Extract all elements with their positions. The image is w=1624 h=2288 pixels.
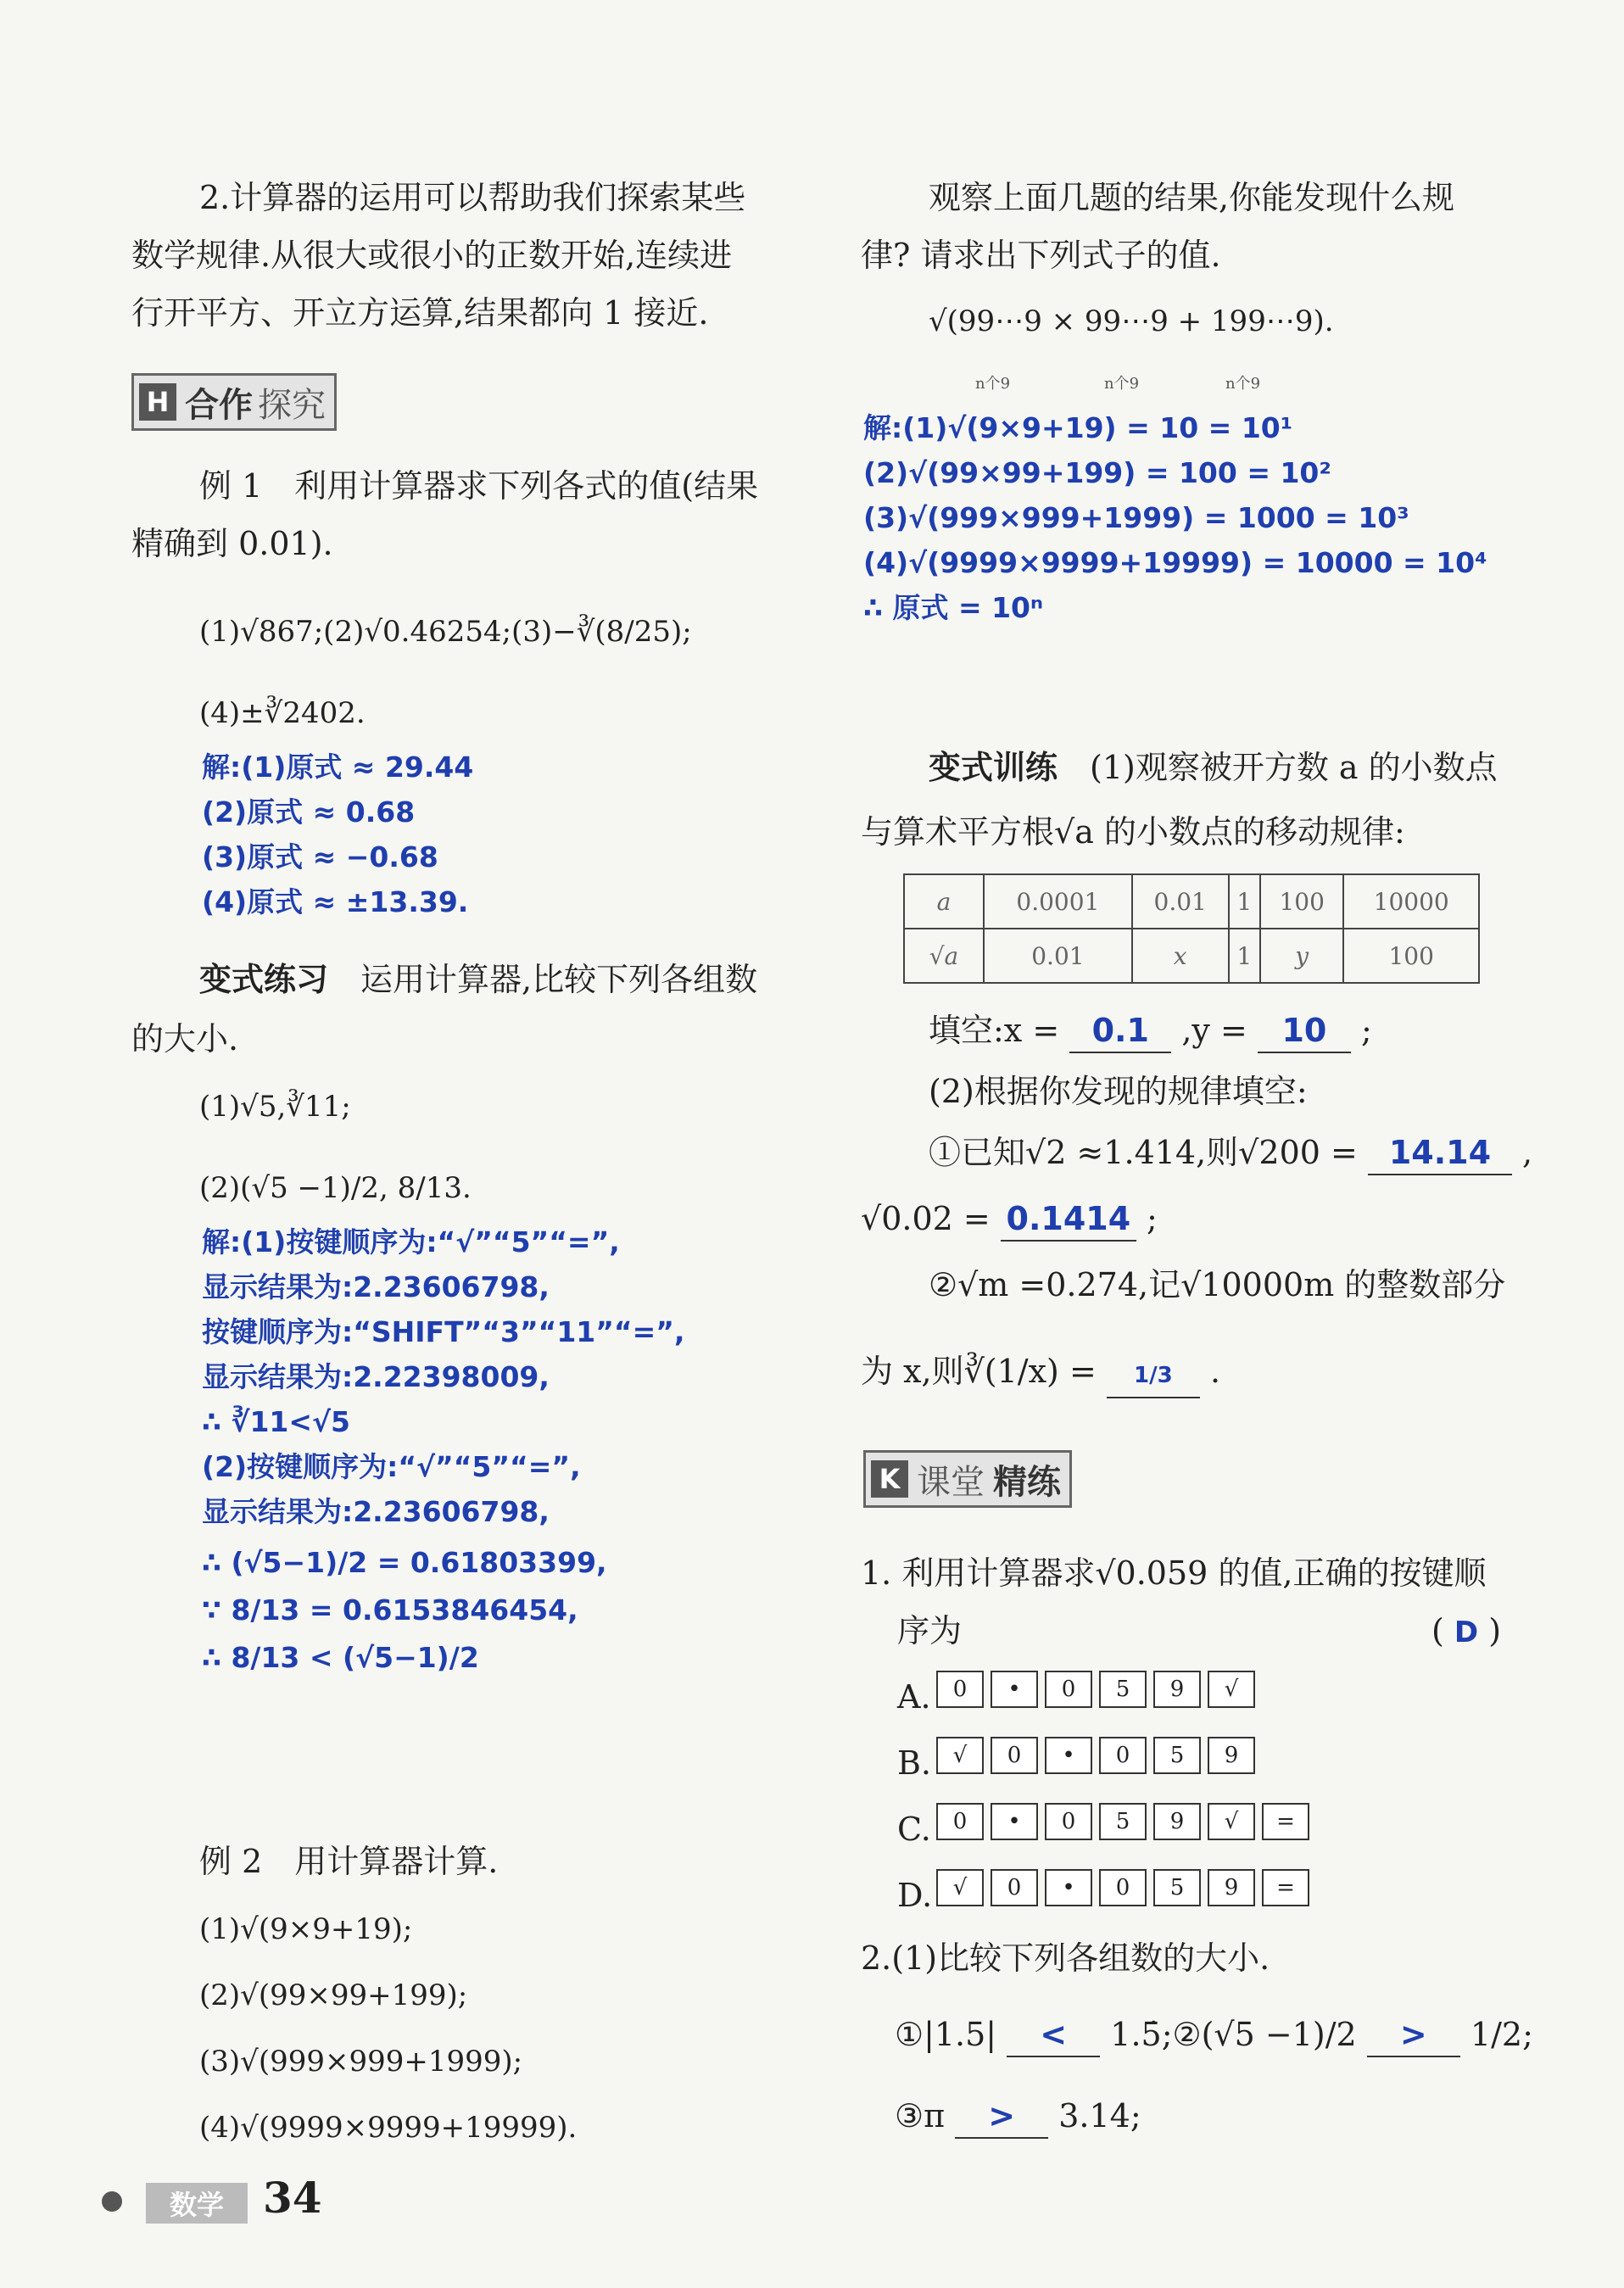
key: 9 (1208, 1737, 1255, 1774)
practice-item-2: (2)(√5 −1)/2, 8/13. (199, 1171, 472, 1205)
q2a-answer-1: < (1007, 2013, 1100, 2057)
fill1-x-answer: 0.1 (1069, 1009, 1171, 1053)
key: 0 (1045, 1671, 1092, 1708)
q2b-part2: 3.14; (1058, 2097, 1141, 2135)
key: 0 (991, 1869, 1038, 1906)
brace-label-2: n个9 (1104, 375, 1140, 393)
example2-item-2: (2)√(99×99+199); (199, 1978, 468, 2012)
intro-line-2: 数学规律.从很大或很小的正数开始,连续进 (131, 237, 733, 274)
training-title (929, 746, 1498, 789)
example2-solution-5: ∴ 原式 = 10ⁿ (863, 591, 1044, 624)
q2a-part2: 1.5̇;②(√5 −1)/2 (1110, 2016, 1357, 2053)
key: 5 (1099, 1803, 1147, 1840)
section-badge: K (871, 1460, 908, 1498)
key: 0 (936, 1803, 984, 1840)
practice-title-2: 的大小. (131, 1020, 239, 1058)
question1-answer-bracket: ( D ) (1431, 1612, 1502, 1649)
key: • (991, 1671, 1038, 1708)
intro-line-1: 2.计算器的运用可以帮助我们探索某些 (199, 179, 746, 216)
practice-solution-8: ∴ (√5−1)/2 = 0.61803399, (202, 1546, 607, 1579)
example1-title-2: 精确到 0.01). (131, 525, 333, 562)
observe-formula: √(99⋯9 × 99⋯9 + 199⋯9). (929, 304, 1334, 338)
section-word-2: 精练 (993, 1462, 1061, 1502)
fill6-prefix: 为 x,则∛(1/x) = (861, 1353, 1097, 1390)
example2-item-3: (3)√(999×999+1999); (199, 2045, 523, 2079)
section-badge: H (139, 383, 176, 421)
practice-solution-9: ∵ 8/13 = 0.6153846454, (202, 1593, 578, 1627)
intro-line-3: 行开平方、开立方运算,结果都向 1 接近. (131, 294, 709, 332)
practice-title (199, 958, 757, 1001)
key: 0 (936, 1671, 984, 1708)
practice-text: 运用计算器,比较下列各组数 (328, 961, 758, 998)
fill3-answer: 14.14 (1368, 1131, 1512, 1175)
key: √ (936, 1869, 984, 1906)
question1-line-1: 1. 利用计算器求√0.059 的值,正确的按键顺 (861, 1554, 1487, 1592)
question2-line-2 (895, 2095, 1141, 2139)
section-word-1: 课堂 (917, 1462, 985, 1502)
training-text: (1)观察被开方数 a 的小数点 (1058, 749, 1498, 786)
practice-solution-1: 解:(1)按键顺序为:“√”“5”“=”, (202, 1225, 620, 1258)
option-d-keys (936, 1869, 1309, 1906)
key: 0 (1099, 1737, 1147, 1774)
fill-line-1 (929, 1009, 1372, 1053)
section-word-1: 合作 (185, 385, 253, 425)
fill-line-2: (2)根据你发现的规律填空: (929, 1073, 1308, 1110)
key: 5 (1153, 1737, 1201, 1774)
table-cell: 100 (1343, 929, 1479, 983)
table-cell: 10000 (1343, 874, 1479, 929)
example1-solution-2: (2)原式 ≈ 0.68 (202, 795, 416, 829)
brace-label-3: n个9 (1225, 375, 1261, 393)
q2a-answer-2: > (1367, 2013, 1460, 2057)
question1-answer: D (1454, 1616, 1479, 1649)
example2-item-1: (1)√(9×9+19); (199, 1912, 413, 1946)
fill1-suffix: ; (1361, 1012, 1372, 1049)
fill3-prefix: ①已知√2 ≈1.414,则√200 = (929, 1134, 1358, 1171)
q2b-part1: ③π (895, 2097, 946, 2135)
table-cell: 0.01 (1132, 874, 1229, 929)
table-cell: y (1260, 929, 1343, 983)
practice-solution-10: ∴ 8/13 < (√5−1)/2 (202, 1641, 479, 1674)
option-a-label: A. (897, 1678, 931, 1716)
option-b-label: B. (897, 1744, 932, 1782)
key: • (1045, 1737, 1092, 1774)
table-cell: x (1132, 929, 1229, 983)
section-header-practice (863, 1450, 1072, 1508)
table-cell: 1 (1229, 929, 1260, 983)
table-cell: 0.01 (984, 929, 1132, 983)
table-row (904, 929, 1479, 983)
practice-solution-5: ∴ ∛11<√5 (202, 1405, 351, 1438)
fill4-prefix: √0.02 = (861, 1200, 991, 1237)
key: √ (1208, 1803, 1255, 1840)
practice-solution-2: 显示结果为:2.23606798, (202, 1270, 550, 1303)
example1-solution-3: (3)原式 ≈ −0.68 (202, 840, 438, 873)
option-c-label: C. (897, 1811, 931, 1848)
example2-solution-3: (3)√(999×999+1999) = 1000 = 10³ (863, 501, 1409, 534)
example2-title: 例 2 用计算器计算. (199, 1843, 499, 1880)
question2-line-1 (895, 2013, 1533, 2057)
question1-line-2: 序为 (897, 1612, 963, 1649)
observe-line-2: 律? 请求出下列式子的值. (861, 237, 1221, 274)
key: = (1262, 1869, 1309, 1906)
key: 9 (1153, 1671, 1201, 1708)
table-row (904, 874, 1479, 929)
fill4-suffix: ; (1146, 1200, 1158, 1237)
practice-label: 变式练习 (199, 961, 329, 998)
example2-item-4: (4)√(9999×9999+19999). (199, 2111, 578, 2145)
fill3-suffix: , (1522, 1134, 1533, 1171)
key: 0 (1045, 1803, 1092, 1840)
fill-line-4 (861, 1197, 1158, 1242)
example2-solution-4: (4)√(9999×9999+19999) = 10000 = 10⁴ (863, 546, 1487, 579)
brace-label-1: n个9 (975, 375, 1011, 393)
key: • (1045, 1869, 1092, 1906)
table-cell: 0.0001 (984, 874, 1132, 929)
section-word-2: 探究 (258, 385, 326, 425)
table-cell: 100 (1260, 874, 1343, 929)
fill1-prefix: 填空:x = (929, 1012, 1060, 1049)
key: 9 (1208, 1869, 1255, 1906)
key: √ (936, 1737, 984, 1774)
fill-line-3 (929, 1131, 1532, 1175)
practice-item-1: (1)√5,∛11; (199, 1090, 351, 1124)
practice-solution-4: 显示结果为:2.22398009, (202, 1360, 550, 1393)
option-d-label: D. (897, 1877, 933, 1914)
table-cell: 1 (1229, 874, 1260, 929)
key: 0 (1099, 1869, 1147, 1906)
practice-solution-7: 显示结果为:2.23606798, (202, 1495, 550, 1528)
fill6-answer: 1/3 (1107, 1354, 1200, 1398)
option-a-keys (936, 1671, 1255, 1708)
q2a-part1: ①|1.5| (895, 2016, 997, 2053)
sqrt-table (903, 873, 1480, 984)
example2-solution-2: (2)√(99×99+199) = 100 = 10² (863, 456, 1331, 489)
example1-title: 例 1 利用计算器求下列各式的值(结果 (199, 467, 759, 505)
subject-badge: 数学 (146, 2183, 248, 2224)
section-header-cooperation (131, 373, 337, 431)
fill-line-6 (861, 1350, 1220, 1398)
key: 9 (1153, 1803, 1201, 1840)
q2b-answer-1: > (955, 2095, 1048, 2139)
practice-solution-3: 按键顺序为:“SHIFT”“3”“11”“=”, (202, 1315, 685, 1348)
page-number: 34 (263, 2173, 322, 2223)
key: 5 (1153, 1869, 1201, 1906)
q2a-part3: 1/2; (1470, 2016, 1533, 2053)
example1-items-1: (1)√867;(2)√0.46254;(3)−∛(8/25); (199, 615, 692, 649)
training-label: 变式训练 (929, 749, 1058, 786)
table-cell: a (904, 874, 984, 929)
question2-title: 2.(1)比较下列各组数的大小. (861, 1939, 1270, 1977)
observe-line-1: 观察上面几题的结果,你能发现什么规 (929, 179, 1455, 216)
example1-solution-4: (4)原式 ≈ ±13.39. (202, 885, 469, 918)
fill1-mid: ,y = (1181, 1012, 1247, 1049)
example2-solution-1: 解:(1)√(9×9+19) = 10 = 10¹ (863, 411, 1293, 444)
footer-dot (102, 2191, 122, 2212)
fill6-suffix: . (1209, 1353, 1221, 1390)
table-cell: √a (904, 929, 984, 983)
practice-solution-6: (2)按键顺序为:“√”“5”“=”, (202, 1450, 581, 1483)
example1-solution-1: 解:(1)原式 ≈ 29.44 (202, 751, 474, 784)
training-line-2: 与算术平方根√a 的小数点的移动规律: (861, 813, 1405, 851)
option-b-keys (936, 1737, 1255, 1774)
key: 5 (1099, 1671, 1147, 1708)
fill4-answer: 0.1414 (1001, 1197, 1136, 1242)
example1-items-2: (4)±∛2402. (199, 696, 366, 730)
key: • (991, 1803, 1038, 1840)
key: 0 (991, 1737, 1038, 1774)
option-c-keys (936, 1803, 1309, 1840)
key: = (1262, 1803, 1309, 1840)
fill1-y-answer: 10 (1258, 1009, 1351, 1053)
fill-line-5: ②√m =0.274,记√10000m 的整数部分 (929, 1266, 1506, 1303)
key: √ (1208, 1671, 1255, 1708)
